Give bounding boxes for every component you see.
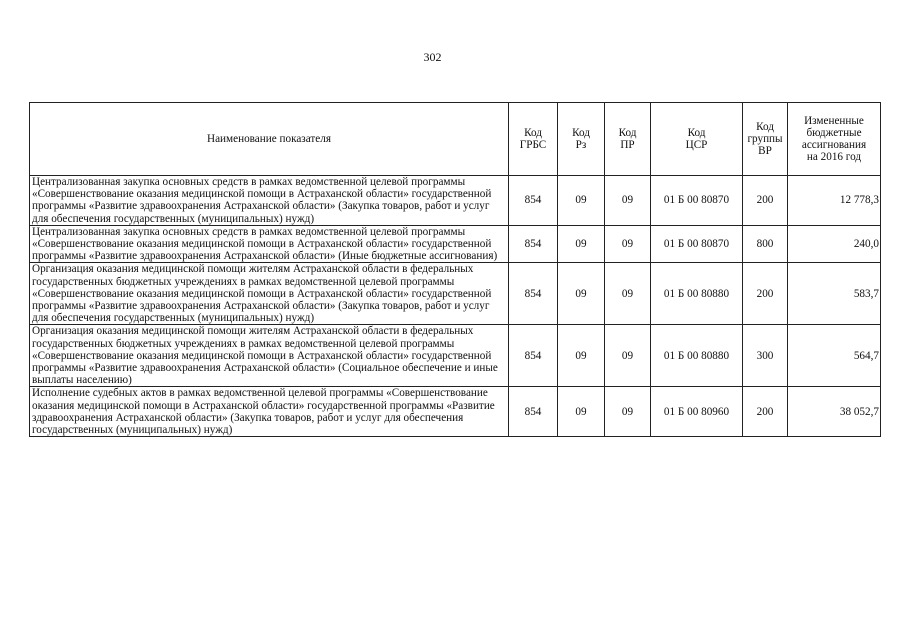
row-rz: 09: [558, 225, 605, 263]
row-amount: 583,7: [788, 263, 881, 325]
row-amount: 38 052,7: [788, 387, 881, 437]
header-name: Наименование показателя: [30, 103, 509, 176]
row-name: Централизованная закупка основных средств в рамках ведомственной целевой программы «Совершенствование оказания медицинской помощи в Астраханской области» государственной программы «Развитие здравоохранения Астраханской области» (Иные бюджетные ассигнования): [30, 225, 509, 263]
row-vr: 800: [743, 225, 788, 263]
row-csr: 01 Б 00 80870: [651, 176, 743, 226]
row-csr: 01 Б 00 80870: [651, 225, 743, 263]
row-name: Исполнение судебных актов в рамках ведомственной целевой программы «Совершенствование оказания медицинской помощи в Астраханской области» государственной программы «Развитие здравоохранения Астраханской области» (Закупка товаров, работ и услуг для обеспечения государственных (муниципальных) нужд): [30, 387, 509, 437]
table-row: [30, 176, 881, 226]
budget-table: [29, 102, 881, 437]
table-row: [30, 325, 881, 387]
row-rz: 09: [558, 176, 605, 226]
row-name: Организация оказания медицинской помощи жителям Астраханской области в федеральных государственных бюджетных учреждениях в рамках ведомственной целевой программы «Совершенствование оказания медицинской помощи в Астраханской области» государственной программы «Развитие здравоохранения Астраханской области» (Социальное обеспечение и иные выплаты населению): [30, 325, 509, 387]
table-row: [30, 225, 881, 263]
header-pr: Код ПР: [605, 103, 651, 176]
header-csr: Код ЦСР: [651, 103, 743, 176]
row-amount: 240,0: [788, 225, 881, 263]
row-pr: 09: [605, 263, 651, 325]
header-vr: Код группы ВР: [743, 103, 788, 176]
row-amount: 12 778,3: [788, 176, 881, 226]
page-number: 302: [423, 50, 442, 64]
header-amount: Измененные бюджетные ассигнования на 2016 год: [788, 103, 881, 176]
table-row: [30, 387, 881, 437]
row-grbs: 854: [509, 325, 558, 387]
header-rz: Код Рз: [558, 103, 605, 176]
row-csr: 01 Б 00 80960: [651, 387, 743, 437]
row-csr: 01 Б 00 80880: [651, 325, 743, 387]
row-rz: 09: [558, 263, 605, 325]
row-name: Централизованная закупка основных средств в рамках ведомственной целевой программы «Совершенствование оказания медицинской помощи в Астраханской области» государственной программы «Развитие здравоохранения Астраханской области» (Закупка товаров, работ и услуг для обеспечения государственных (муниципальных) нужд): [30, 176, 509, 226]
row-grbs: 854: [509, 263, 558, 325]
row-vr: 300: [743, 325, 788, 387]
table-header-row: [30, 103, 881, 176]
row-vr: 200: [743, 263, 788, 325]
row-grbs: 854: [509, 176, 558, 226]
row-rz: 09: [558, 325, 605, 387]
row-grbs: 854: [509, 225, 558, 263]
row-rz: 09: [558, 387, 605, 437]
row-pr: 09: [605, 387, 651, 437]
row-pr: 09: [605, 176, 651, 226]
row-csr: 01 Б 00 80880: [651, 263, 743, 325]
row-amount: 564,7: [788, 325, 881, 387]
table-row: [30, 263, 881, 325]
row-vr: 200: [743, 176, 788, 226]
row-grbs: 854: [509, 387, 558, 437]
row-name: Организация оказания медицинской помощи жителям Астраханской области в федеральных государственных бюджетных учреждениях в рамках ведомственной целевой программы «Совершенствование оказания медицинской помощи в Астраханской области» государственной программы «Развитие здравоохранения Астраханской области» (Закупка товаров, работ и услуг для обеспечения государственных (муниципальных) нужд): [30, 263, 509, 325]
row-vr: 200: [743, 387, 788, 437]
row-pr: 09: [605, 225, 651, 263]
header-grbs: Код ГРБС: [509, 103, 558, 176]
row-pr: 09: [605, 325, 651, 387]
